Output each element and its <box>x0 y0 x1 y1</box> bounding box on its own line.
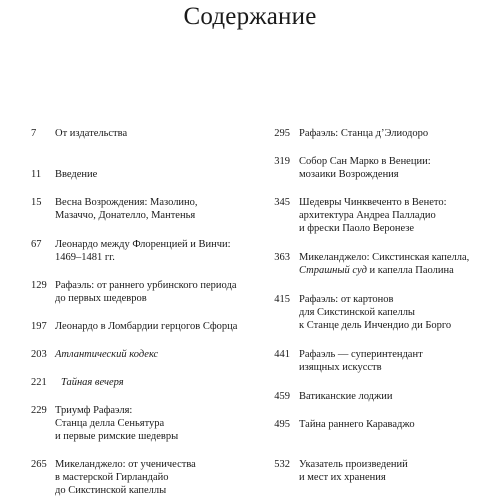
entry-line: Рафаэль: от раннего урбинского периода <box>55 280 237 291</box>
entry-title <box>299 196 499 235</box>
entry-title <box>55 196 250 222</box>
page-number: 265 <box>31 459 47 470</box>
entry-line: Триумф Рафаэля: <box>55 405 133 416</box>
entry-line: Рафаэль: от картонов <box>299 294 394 305</box>
entry-title <box>299 418 499 431</box>
entry-line: изящных искусств <box>299 362 382 373</box>
page-number: 495 <box>274 419 290 430</box>
entry-line: Мазаччо, Донателло, Мантенья <box>55 210 196 221</box>
entry-line: 1469–1481 гг. <box>55 252 115 263</box>
entry-title <box>299 127 499 140</box>
entry-line: архитектура Андреа Палладио <box>299 210 436 221</box>
entry-line: Атлантический кодекс <box>55 349 159 360</box>
entry-line: От издательства <box>55 128 128 139</box>
entry-line: мозаики Возрождения <box>299 169 399 180</box>
entry-line: Рафаэль — суперинтендант <box>299 349 423 360</box>
page-number: 319 <box>274 156 290 167</box>
entry-line: до Сикстинской капеллы <box>55 485 167 496</box>
entry-title <box>55 127 250 140</box>
entry-line: Введение <box>55 169 98 180</box>
entry-line: Тайная вечеря <box>61 377 124 388</box>
entry-title <box>55 348 250 361</box>
page-number: 67 <box>31 239 42 250</box>
page-number: 15 <box>31 197 42 208</box>
entry-title <box>299 458 499 484</box>
page-number: 532 <box>274 459 290 470</box>
page-number: 459 <box>274 391 290 402</box>
entry-title <box>55 458 250 497</box>
entry-title <box>55 238 250 264</box>
entry-title <box>299 390 499 403</box>
entry-title <box>299 155 499 181</box>
page-number: 11 <box>31 169 42 180</box>
page-number: 229 <box>31 405 47 416</box>
entry-line: и первые римские шедевры <box>55 431 179 442</box>
entry-line: и мест их хранения <box>299 472 386 483</box>
entry-title <box>299 251 499 277</box>
page-title: Содержание <box>183 3 317 30</box>
page-number: 203 <box>31 349 47 360</box>
page-number: 415 <box>274 294 290 305</box>
entry-title <box>61 376 256 389</box>
entry-line: Леонардо в Ломбардии герцогов Сфорца <box>55 321 238 332</box>
page-number: 7 <box>31 128 37 139</box>
entry-line: для Сикстинской капеллы <box>299 307 415 318</box>
page-number: 441 <box>274 349 290 360</box>
entry-line: Указатель произведений <box>299 459 408 470</box>
entry-title <box>299 293 499 332</box>
entry-line: Микеланджело: Сикстинская капелла, <box>299 252 470 263</box>
page-number: 197 <box>31 321 47 332</box>
entry-title <box>55 279 250 305</box>
entry-line: Тайна раннего Караваджо <box>299 419 415 430</box>
entry-title <box>55 168 250 181</box>
entry-title <box>55 320 250 333</box>
page-number: 295 <box>274 128 290 139</box>
page-number: 363 <box>274 252 290 263</box>
page-number: 129 <box>31 280 47 291</box>
entry-line: Микеланджело: от ученичества <box>55 459 196 470</box>
page-number: 221 <box>31 377 47 388</box>
entry-title <box>55 404 250 443</box>
entry-line: Собор Сан Марко в Венеции: <box>299 156 431 167</box>
entry-line: Леонардо между Флоренцией и Винчи: <box>55 239 231 250</box>
page-number: 345 <box>274 197 290 208</box>
entry-line: Ватиканские лоджии <box>299 391 393 402</box>
entry-line: к Станце дель Инчендио ди Борго <box>299 320 452 331</box>
entry-line: в мастерской Гирландайо <box>55 472 169 483</box>
entry-line: Станца делла Сеньятура <box>55 418 165 429</box>
entry-line: Шедевры Чинквеченто в Венето: <box>299 197 447 208</box>
entry-line: Страшный суд и капелла Паолина <box>299 265 454 276</box>
entry-line: Рафаэль: Станца д’Элиодоро <box>299 128 429 139</box>
entry-line: до первых шедевров <box>55 293 147 304</box>
entry-line: и фрески Паоло Веронезе <box>299 223 415 234</box>
entry-line: Весна Возрождения: Мазолино, <box>55 197 198 208</box>
entry-title <box>299 348 499 374</box>
